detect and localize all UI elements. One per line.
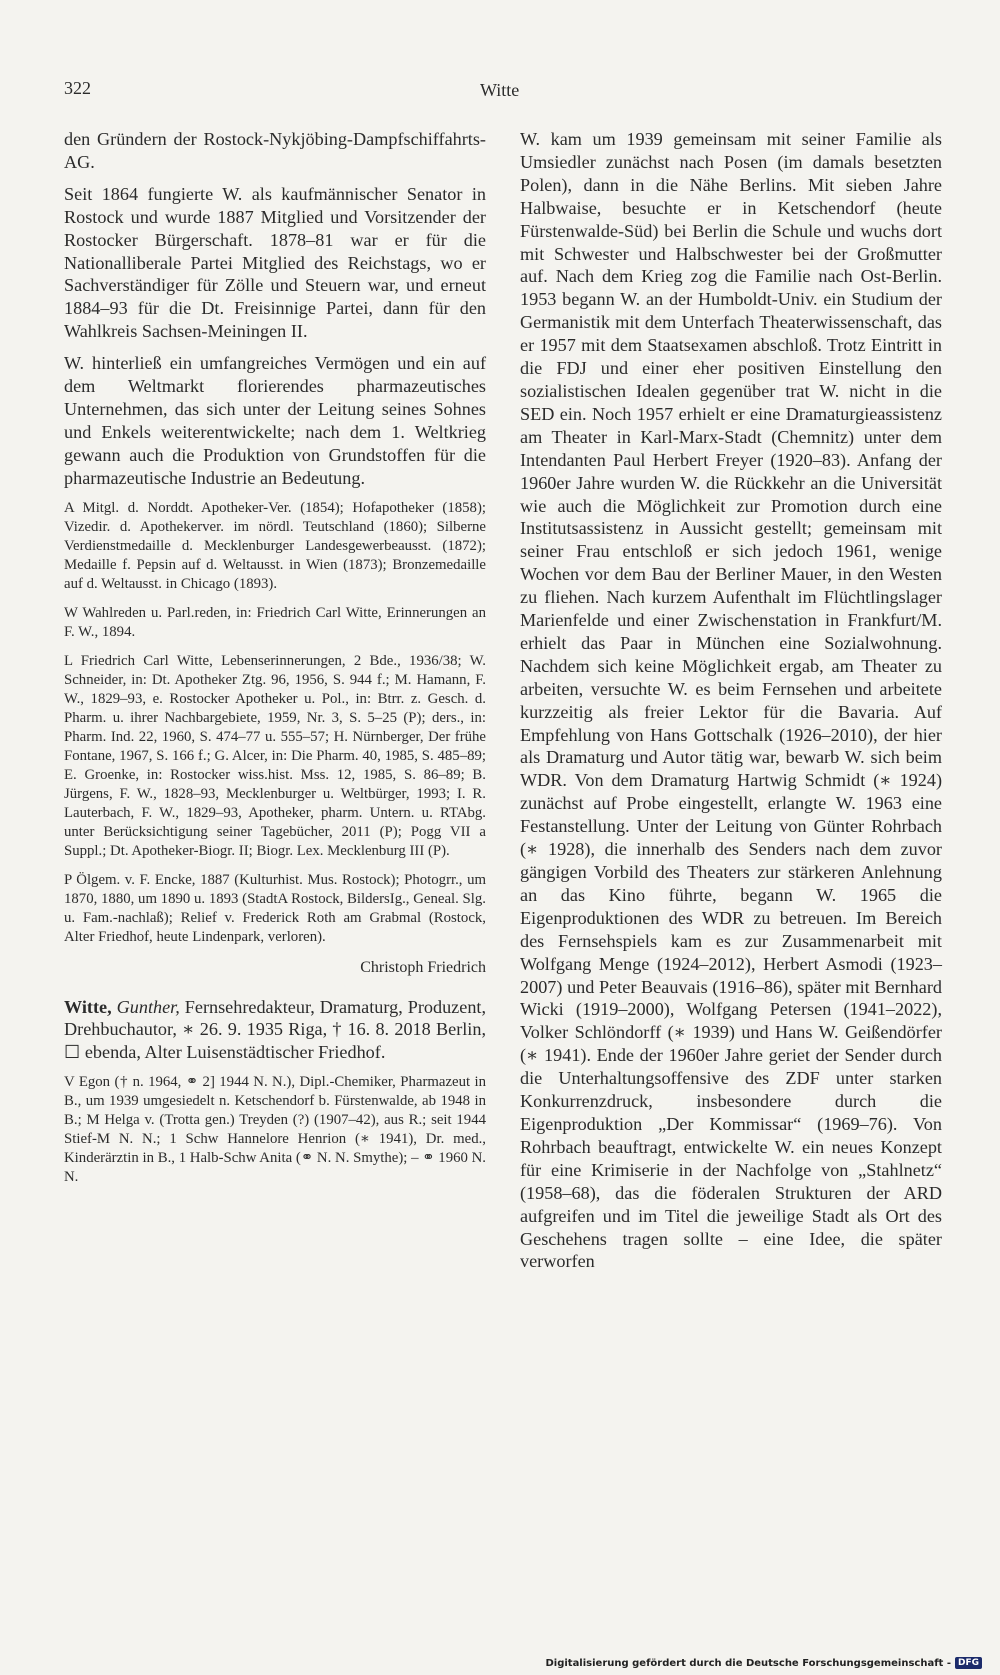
awards-note: A Mitgl. d. Norddt. Apotheker-Ver. (1854); Hofapotheker (1858); Vizedir. d. Apothekerver. im nördl. Teutschland (1860); Silberne Verdienstmedaille d. Mecklenburger Landesgewerbeausst. (1872); Medaille f. Pepsin auf d. Weltausst. in Wien (1873); Bronzemedaille auf d. Weltausst. in Chicago (1893). [64, 499, 486, 592]
literature-note: L Friedrich Carl Witte, Lebenserinnerungen, 2 Bde., 1936/38; W. Schneider, in: Dt. Apotheker Ztg. 96, 1956, S. 944 f.; M. Hamann, F. W., 1829–93, e. Rostocker Apotheker u. Pol., in: Btrr. z. Gesch. d. Pharm. u. ihrer Nachbargebiete, 1959, Nr. 3, S. 5–25 (P); ders., in: Pharm. Ind. 22, 1960, S. 474–77 u. 555–57; H. Nürnberger, Der frühe Fontane, 1967, S. 166 f.; G. Alcer, in: Die Pharm. 40, 1985, S. 485–89; E. Groenke, in: Rostocker wiss.hist. Mss. 12, 1985, S. 86–89; B. Jürgens, F. W., 1828–93, Mecklenburger u. Weltbürger, 1993; I. R. Lauterbach, F. W., 1829–93, Apotheker, pharm. Untern. u. RTAbg. unter Berücksichtigung seiner Tagebücher, 2011 (P); Pogg VII a Suppl.; Dt. Apotheker-Biogr. II; Biogr. Lex. Mecklenburg III (P). [64, 652, 486, 859]
author-signature: Christoph Friedrich [360, 958, 486, 976]
dfg-logo: DFG [955, 1657, 982, 1669]
running-head: Witte [480, 80, 520, 100]
footer-text: Digitalisierung gefördert durch die Deutsche Forschungsgemeinschaft - [545, 1657, 951, 1669]
paragraph: W. hinterließ ein umfangreiches Vermögen und ein auf dem Weltmarkt florierendes pharmazeutisches Unternehmen, das sich unter der Leitung seines Sohnes und Enkels weiterentwickelte; nach dem 1. Weltkrieg gewann auch die Produktion von Grundstoffen für die pharmazeutische Industrie an Bedeutung. [64, 353, 486, 488]
paragraph: Seit 1864 fungierte W. als kaufmännischer Senator in Rostock und wurde 1887 Mitglied und Vorsitzender der Rostocker Bürgerschaft. 1878–81 war er für die Nationalliberale Partei Mitglied des Reichstags, wo er Sachverständiger für Zölle und Steuern war, und erneut 1884–93 für die Dt. Freisinnige Partei, dann für den Wahlkreis Sachsen-Meiningen II. [64, 183, 486, 342]
paragraph: den Gründern der Rostock-Nykjöbing-Dampfschiffahrts-AG. [64, 129, 486, 172]
digitization-footer [545, 1657, 982, 1669]
genealogy-note: V Egon († n. 1964, ⚭ 2] 1944 N. N.), Dipl.-Chemiker, Pharmazeut in B., um 1939 umgesiedelt n. Ketschendorf b. Fürstenwalde, ab 1948 in B.; M Helga v. (Trotta gen.) Treyden (?) (1907–42), aus R.; seit 1944 Stief-M N. N.; 1 Schw Hannelore Henrion (∗ 1941), Dr. med., Kinderärztin in B., 1 Halb-Schw Anita (⚭ N. N. Smythe); – ⚭ 1960 N. N. [64, 1074, 486, 1186]
left-column [64, 128, 486, 1197]
right-column [520, 128, 942, 1282]
entry-given-name: Gunther, [116, 996, 180, 1017]
page-number: 322 [64, 78, 91, 98]
portraits-note: P Ölgem. v. F. Encke, 1887 (Kulturhist. Mus. Rostock); Photogrr., um 1870, 1880, um 1890 u. 1893 (StadtA Rostock, BildersIg., Geneal. Slg. u. Fam.-nachlaß); Relief v. Frederick Roth am Grabmal (Rostock, Alter Friedhof, heute Lindenpark, verloren). [64, 871, 486, 945]
entry-lemma: Witte, [64, 996, 112, 1017]
paragraph: W. kam um 1939 gemeinsam mit seiner Familie als Umsiedler zunächst nach Posen (im damals besetzten Polen), dann in die Nähe Berlins. Mit sieben Jahre Halbwaise, besuchte er in Ketschendorf (heute Fürstenwalde-Süd) bei Berlin die Schule und wuchs dort mit Schwester und Halbschwester bei der Großmutter auf. Nach dem Krieg zog die Familie nach Ost-Berlin. 1953 begann W. an der Humboldt-Univ. ein Studium der Germanistik mit dem Unterfach Theaterwissenschaft, das er 1957 mit dem Staatsexamen abschloß. Trotz Eintritt in die FDJ und einer eher positiven Einstellung den sozialistischen Idealen gegenüber trat W. nicht in die SED ein. Noch 1957 erhielt er eine Dramaturgieassistenz am Theater in Karl-Marx-Stadt (Chemnitz) unter dem Intendanten Paul Herbert Freyer (1920–83). Anfang der 1960er Jahre wurden W. die Rückkehr an die Universität wie auch die Möglichkeit zur Promotion durch eine Institutsassistenz in Aussicht gestellt; gemeinsam mit seiner Frau entschloß er sich jedoch 1961, wenige Wochen vor dem Bau der Berliner Mauer, in den Westen zu fliehen. Nach kurzem Aufenthalt im Flüchtlingslager Marienfelde und einer Zwischenstation in Frankfurt/M. erhielt das Paar in München eine Sozialwohnung. Nachdem sich keine Möglichkeit ergab, am Theater zu arbeiten, versuchte W. es beim Fernsehen und arbeitete kurzzeitig als freier Lektor für die Bavaria. Auf Empfehlung von Hans Gottschalk (1926–2010), der hier als Dramaturg und Autor tätig war, bewarb W. sich beim WDR. Von dem Dramaturg Hartwig Schmidt (∗ 1924) zunächst auf Probe eingestellt, erlangte W. 1963 eine Festanstellung. Unter der Leitung von Günter Rohrbach (∗ 1928), die innerhalb des Senders nach dem zuvor gängigen Vorbild des Theaters zur stärkeren Anlehnung an das Kino führte, begann W. 1965 die Eigenproduktionen des WDR zu betreuen. Im Bereich des Fernsehspiels kam es zur Zusammenarbeit mit Wolfgang Menge (1924–2012), Herbert Asmodi (1923–2007) und Peter Beauvais (1916–86), später mit Bernhard Wicki (1919–2000), Wolfgang Petersen (1941–2022), Volker Schlöndorff (∗ 1939) und Hans W. Geißendörfer (∗ 1941). Ende der 1960er Jahre geriet der Sender durch die Unterhaltungsoffensive des ZDF unter starken Konkurrenzdruck, insbesondere durch die Eigenproduktion „Der Kommissar“ (1969–76). Von Rohrbach beauftragt, entwickelte W. ein neues Konzept für eine Krimiserie in der Nachfolge von „Stahlnetz“ (1958–68), das die föderalen Strukturen der ARD aufgreifen und im Titel die jeweilige Stadt als Ort des Geschehens tragen sollte – eine Idee, die später verworfen [520, 129, 942, 1272]
works-note: W Wahlreden u. Parl.reden, in: Friedrich Carl Witte, Erinnerungen an F. W., 1894. [64, 604, 486, 640]
entry-description: Fernsehredakteur, Dramaturg, Produzent, Drehbuchautor, ∗ 26. 9. 1935 Riga, † 16. 8. 2018 Berlin, ☐ ebenda, Alter Luisenstädtischer Friedhof. [64, 996, 487, 1063]
entry-heading [64, 996, 486, 1065]
